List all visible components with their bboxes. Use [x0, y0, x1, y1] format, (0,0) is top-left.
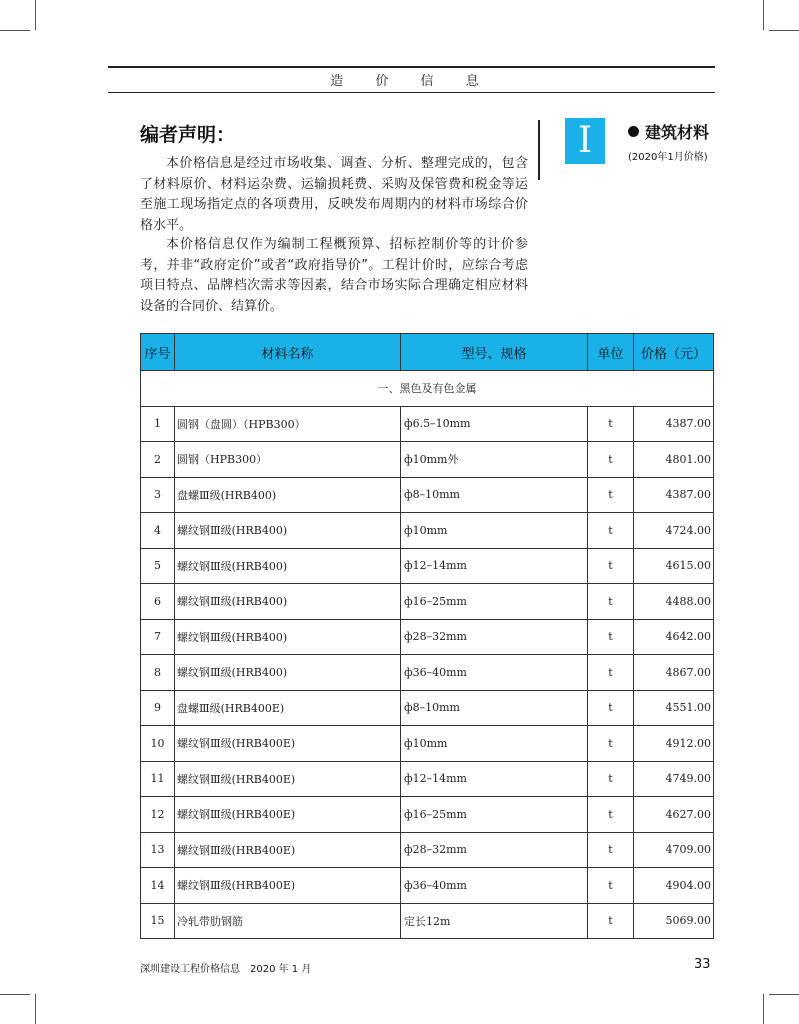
cell-price: 5069.00	[634, 903, 714, 939]
cell-material-name: 盘螺Ⅲ级(HRB400E)	[175, 690, 401, 726]
cell-price: 4627.00	[634, 797, 714, 833]
column-header-unit: 单位	[588, 334, 634, 371]
table-row	[141, 868, 714, 904]
table-row	[141, 655, 714, 691]
cell-price: 4801.00	[634, 442, 714, 478]
page-number: 33	[694, 957, 711, 972]
cell-spec: 定长12m	[401, 903, 588, 939]
cell-price: 4904.00	[634, 868, 714, 904]
statement-title: 编者声明：	[140, 124, 236, 146]
cell-spec: ф36–40mm	[401, 655, 588, 691]
table-row	[141, 619, 714, 655]
cell-no: 8	[141, 655, 175, 691]
column-header-no: 序号	[141, 334, 175, 371]
cell-unit: t	[588, 548, 634, 584]
cell-unit: t	[588, 761, 634, 797]
cell-unit: t	[588, 584, 634, 620]
column-header-price: 价格（元）	[634, 334, 714, 371]
table-row	[141, 548, 714, 584]
running-header-title: 造 价 信 息	[330, 74, 493, 89]
cell-price: 4749.00	[634, 761, 714, 797]
crop-mark	[763, 0, 764, 30]
table-row	[141, 797, 714, 833]
cell-price: 4724.00	[634, 513, 714, 549]
header-bottom-rule	[108, 92, 715, 93]
cell-unit: t	[588, 726, 634, 762]
table-row	[141, 832, 714, 868]
category-row	[141, 371, 714, 407]
cell-no: 12	[141, 797, 175, 833]
cell-material-name: 圆钢（HPB300）	[175, 442, 401, 478]
cell-material-name: 冷轧带肋钢筋	[175, 903, 401, 939]
cell-no: 5	[141, 548, 175, 584]
cell-spec: ф10mm	[401, 726, 588, 762]
footer-publication: 深圳建设工程价格信息 2020 年 1 月	[140, 964, 312, 975]
cell-no: 10	[141, 726, 175, 762]
section-divider	[538, 120, 540, 180]
cell-material-name: 圆钢（盘圆）（HPB300）	[175, 406, 401, 442]
column-header-spec: 型号、规格	[401, 334, 588, 371]
cell-material-name: 螺纹钢Ⅲ级(HRB400)	[175, 655, 401, 691]
cell-material-name: 螺纹钢Ⅲ级(HRB400)	[175, 513, 401, 549]
cell-unit: t	[588, 797, 634, 833]
cell-no: 13	[141, 832, 175, 868]
section-title: 建筑材料	[645, 123, 710, 142]
cell-price: 4488.00	[634, 584, 714, 620]
cell-unit: t	[588, 903, 634, 939]
table-row	[141, 406, 714, 442]
cell-price: 4709.00	[634, 832, 714, 868]
crop-mark	[769, 30, 799, 31]
cell-spec: ф16–25mm	[401, 797, 588, 833]
statement-paragraph-1: 本价格信息是经过市场收集、调查、分析、整理完成的，包含了材料原价、材料运杂费、运输损耗费、采购及保管费和税金等运至施工现场指定点的各项费用，反映发布周期内的材料市场综合价格水平。	[140, 156, 528, 233]
cell-no: 15	[141, 903, 175, 939]
cell-spec: ф36–40mm	[401, 868, 588, 904]
cell-spec: ф10mm外	[401, 442, 588, 478]
cell-no: 14	[141, 868, 175, 904]
table-row	[141, 477, 714, 513]
cell-no: 4	[141, 513, 175, 549]
table-header-row	[141, 334, 714, 371]
cell-spec: ф12–14mm	[401, 761, 588, 797]
cell-price: 4642.00	[634, 619, 714, 655]
cell-material-name: 盘螺Ⅲ级(HRB400)	[175, 477, 401, 513]
cell-spec: ф8–10mm	[401, 690, 588, 726]
cell-unit: t	[588, 619, 634, 655]
cell-material-name: 螺纹钢Ⅲ级(HRB400)	[175, 619, 401, 655]
cell-spec: ф28–32mm	[401, 832, 588, 868]
cell-spec: ф16–25mm	[401, 584, 588, 620]
cell-spec: ф6.5–10mm	[401, 406, 588, 442]
column-header-name: 材料名称	[175, 334, 401, 371]
crop-mark	[763, 994, 764, 1024]
crop-mark	[35, 994, 36, 1024]
cell-spec: ф10mm	[401, 513, 588, 549]
crop-mark	[0, 30, 30, 31]
cell-price: 4912.00	[634, 726, 714, 762]
cell-price: 4867.00	[634, 655, 714, 691]
cell-unit: t	[588, 832, 634, 868]
cell-material-name: 螺纹钢Ⅲ级(HRB400)	[175, 584, 401, 620]
cell-price: 4615.00	[634, 548, 714, 584]
category-label: 一、黑色及有色金属	[141, 371, 714, 407]
cell-unit: t	[588, 655, 634, 691]
table-row	[141, 513, 714, 549]
cell-material-name: 螺纹钢Ⅲ级(HRB400)	[175, 548, 401, 584]
table-row	[141, 584, 714, 620]
price-table	[140, 333, 714, 939]
crop-mark	[0, 994, 30, 995]
cell-unit: t	[588, 690, 634, 726]
cell-spec: ф28–32mm	[401, 619, 588, 655]
cell-unit: t	[588, 477, 634, 513]
cell-spec: ф12–14mm	[401, 548, 588, 584]
table-row	[141, 761, 714, 797]
cell-no: 11	[141, 761, 175, 797]
crop-mark	[35, 0, 36, 30]
cell-price: 4387.00	[634, 406, 714, 442]
bullet-icon	[628, 126, 639, 137]
table-row	[141, 442, 714, 478]
cell-unit: t	[588, 406, 634, 442]
section-number-badge: I	[565, 118, 605, 164]
table-row	[141, 690, 714, 726]
cell-spec: ф8–10mm	[401, 477, 588, 513]
cell-no: 7	[141, 619, 175, 655]
cell-material-name: 螺纹钢Ⅲ级(HRB400E)	[175, 832, 401, 868]
section-subtitle: (2020年1月价格)	[628, 152, 708, 163]
cell-no: 6	[141, 584, 175, 620]
table-row	[141, 903, 714, 939]
statement-paragraph-2: 本价格信息仅作为编制工程概预算、招标控制价等的计价参考，并非“政府定价”或者“政府指导价”。工程计价时，应综合考虑项目特点、品牌档次需求等因素，结合市场实际合理确定相应材料设备的合同价、结算价。	[140, 237, 528, 314]
cell-unit: t	[588, 513, 634, 549]
cell-price: 4551.00	[634, 690, 714, 726]
cell-material-name: 螺纹钢Ⅲ级(HRB400E)	[175, 868, 401, 904]
cell-no: 3	[141, 477, 175, 513]
cell-material-name: 螺纹钢Ⅲ级(HRB400E)	[175, 726, 401, 762]
table-row	[141, 726, 714, 762]
header-top-rule	[108, 66, 715, 68]
cell-unit: t	[588, 442, 634, 478]
crop-mark	[769, 994, 799, 995]
cell-material-name: 螺纹钢Ⅲ级(HRB400E)	[175, 797, 401, 833]
cell-no: 2	[141, 442, 175, 478]
cell-material-name: 螺纹钢Ⅲ级(HRB400E)	[175, 761, 401, 797]
cell-unit: t	[588, 868, 634, 904]
cell-no: 9	[141, 690, 175, 726]
cell-no: 1	[141, 406, 175, 442]
cell-price: 4387.00	[634, 477, 714, 513]
